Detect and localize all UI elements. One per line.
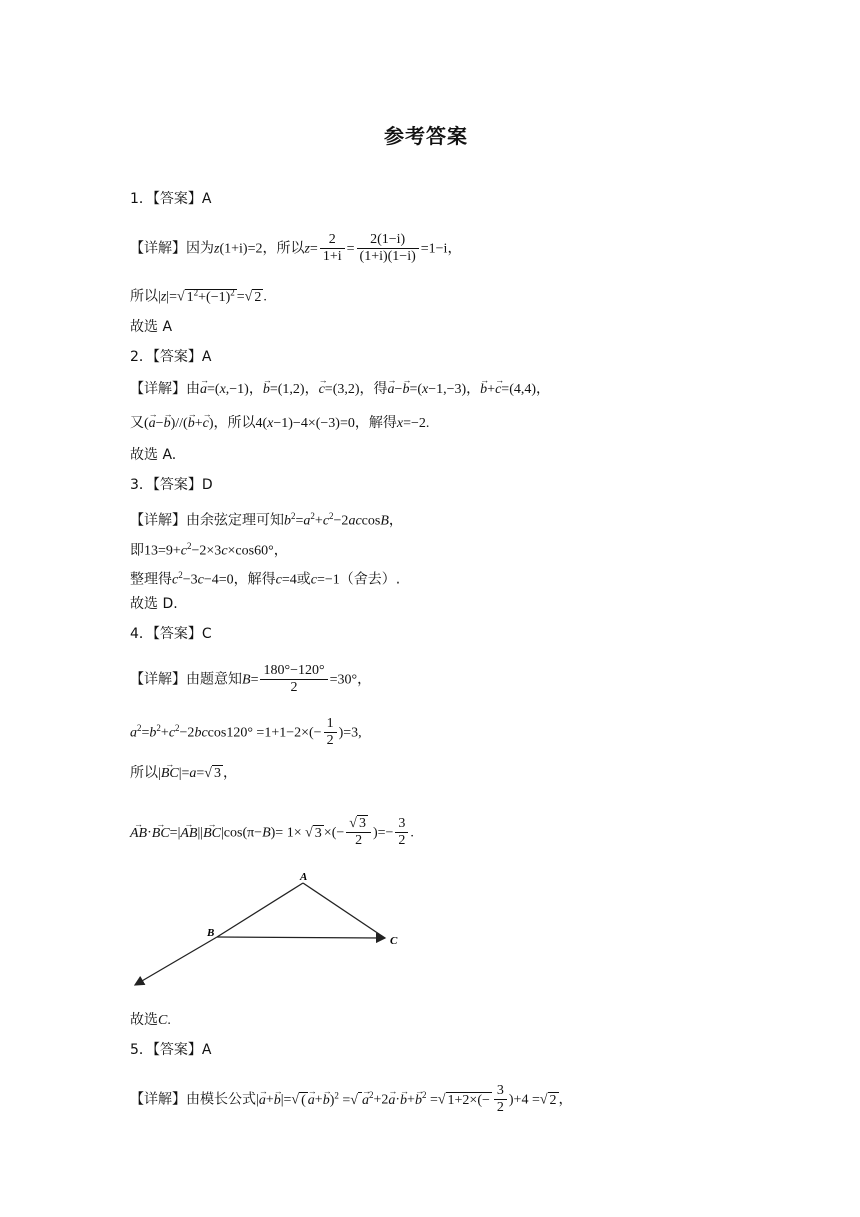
triangle-diagram — [125, 870, 415, 990]
q3-conclusion: 故选 D. — [130, 596, 178, 612]
q4-detail-line2: $a^2=b^2+c^2-2bccos120^\circ =1+1-2\times(-$ $\frac{1}{2}$ )=3, — [130, 716, 362, 748]
q5-answer: 5．【答案】A — [130, 1042, 212, 1058]
page-title: 参考答案 — [384, 124, 468, 148]
q3-detail-line1: 【详解】由余弦定理可知$b^2=a^2+c^2-2accosB$， — [130, 511, 403, 529]
q4-conclusion: 故选C. — [130, 1012, 171, 1028]
vector-ab-extension — [135, 937, 217, 985]
q3-answer: 3．【答案】D — [130, 477, 213, 493]
q1-answer: 1．【答案】A — [130, 191, 212, 207]
q1-conclusion: 故选 A — [130, 319, 173, 335]
q1-detail-line1: 【详解】因为z(1+i)=2，所以z= $\frac{2}{1+i}$ = $\frac{2(1-i)}{(1+i)(1-i)}$ =1−i， — [130, 232, 462, 264]
point-label-b: B — [207, 927, 215, 939]
q2-detail-line2: 又(→ a−→ b)//(→ b+→ c)，所以4(x−1)−4×(−3)=0，解得x=−2. — [130, 414, 429, 433]
segment-ac — [303, 883, 385, 938]
vector-bc — [217, 937, 385, 938]
point-label-a: A — [300, 871, 308, 883]
q4-detail-line4: → AB·→ BC=|→ AB||→ BC|cos(π−B)= 1× √ 3 ×(− $\frac{√ 3}{2}$ )=− $\frac{3}{2}$ . — [130, 816, 414, 849]
segment-ab — [217, 883, 303, 937]
q4-detail-line3: 所以|→ BC|=a=√ 3 ， — [130, 764, 237, 783]
q2-detail-line1: 【详解】由→ a=(x,−1)，→ b=(1,2)，→ c=(3,2)，得→ a−→ b=(x−1,−3)，→ b+→ c=(4,4)， — [130, 380, 550, 399]
q2-answer: 2．【答案】A — [130, 349, 212, 365]
q1-detail-line2: 所以|z|=√ $1^2+(-1)^2$ =√ 2 . — [130, 287, 267, 305]
q2-conclusion: 故选 A. — [130, 447, 177, 463]
q4-answer: 4．【答案】C — [130, 626, 212, 642]
q3-detail-line2: 即$13=9+c^2-2\times 3c\times\cos 60^\circ$， — [130, 541, 288, 559]
q3-detail-line3: 整理得$c^2-3c-4=0$，解得c=4或c=−1（舍去）. — [130, 570, 401, 588]
point-label-c: C — [390, 935, 398, 947]
q5-detail-line1: 【详解】由模长公式|→ a+→ b|=√ (→ a+→ b)$^2$ =√→ $a^2+2\to a\cdot\to b+\to b^2$ =√ 1+2×(− $\frac{3}{2}$ )+4 =√ 2 ， — [130, 1083, 573, 1116]
q4-detail-line1: 【详解】由题意知B= $\frac{180^\circ-120^\circ}{2}$ =30°， — [130, 663, 372, 695]
